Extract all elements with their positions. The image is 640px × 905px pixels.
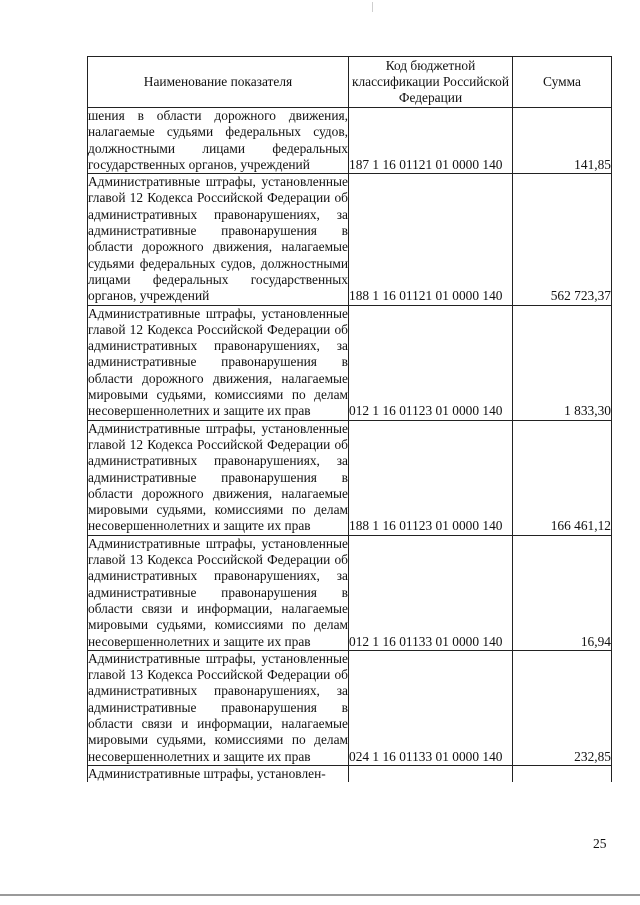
table-row bbox=[88, 174, 612, 305]
table-row bbox=[88, 305, 612, 420]
table-row bbox=[88, 108, 612, 174]
row-sum: 562 723,37 bbox=[513, 174, 612, 305]
budget-table bbox=[87, 56, 612, 782]
table-row bbox=[88, 765, 612, 782]
row-code: 188 1 16 01121 01 0000 140 bbox=[349, 174, 513, 305]
header-sum: Сумма bbox=[513, 57, 612, 108]
row-code: 012 1 16 01133 01 0000 140 bbox=[349, 535, 513, 650]
table-row bbox=[88, 420, 612, 535]
header-code: Код бюджетной классификации Российской Федерации bbox=[349, 57, 513, 108]
row-sum: 16,94 bbox=[513, 535, 612, 650]
row-name: Административные штрафы, установленные главой 13 Кодекса Российской Федерации об административных правонарушениях, за административные правонарушения в области связи и информации, налагаемые мировыми судьями, комиссиями по делам несовершеннолетних и защите их прав bbox=[88, 535, 348, 649]
table-header-row bbox=[88, 57, 612, 108]
row-sum: 1 833,30 bbox=[513, 305, 612, 420]
row-name: Административные штрафы, установленные главой 12 Кодекса Российской Федерации об административных правонарушениях, за административные правонарушения в области дорожного движения, налагаемые мировыми судьями, комиссиями по делам несовершеннолетних и защите их прав bbox=[88, 305, 348, 419]
row-name: Административные штрафы, установлен- bbox=[88, 765, 349, 782]
table-row bbox=[88, 650, 612, 765]
row-sum bbox=[513, 765, 612, 782]
header-name: Наименование показателя bbox=[88, 57, 349, 108]
row-name: Административные штрафы, установленные главой 12 Кодекса Российской Федерации об административных правонарушениях, за административные правонарушения в области дорожного движения, налагаемые судьями федеральных судов, должностными лицами федеральных государственных органов, учреждений bbox=[88, 174, 348, 304]
page-number: 25 bbox=[593, 836, 607, 851]
row-sum: 166 461,12 bbox=[513, 420, 612, 535]
scan-mark bbox=[372, 2, 373, 12]
row-code: 187 1 16 01121 01 0000 140 bbox=[349, 108, 513, 174]
row-name: Административные штрафы, установленные главой 12 Кодекса Российской Федерации об административных правонарушениях, за административные правонарушения в области дорожного движения, налагаемые мировыми судьями, комиссиями по делам несовершеннолетних и защите их прав bbox=[88, 420, 348, 534]
row-code: 188 1 16 01123 01 0000 140 bbox=[349, 420, 513, 535]
row-sum: 141,85 bbox=[513, 108, 612, 174]
row-code bbox=[349, 765, 513, 782]
row-name: Административные штрафы, установленные главой 13 Кодекса Российской Федерации об административных правонарушениях, за административные правонарушения в области связи и информации, налагаемые мировыми судьями, комиссиями по делам несовершеннолетних и защите их прав bbox=[88, 650, 348, 764]
row-sum: 232,85 bbox=[513, 650, 612, 765]
row-code: 024 1 16 01133 01 0000 140 bbox=[349, 650, 513, 765]
bottom-rule bbox=[0, 894, 640, 896]
row-code: 012 1 16 01123 01 0000 140 bbox=[349, 305, 513, 420]
table-row bbox=[88, 535, 612, 650]
row-name: шения в области дорожного движения, налагаемые судьями федеральных судов, должностными лицами федеральных государственных органов, учреждений bbox=[88, 108, 348, 172]
